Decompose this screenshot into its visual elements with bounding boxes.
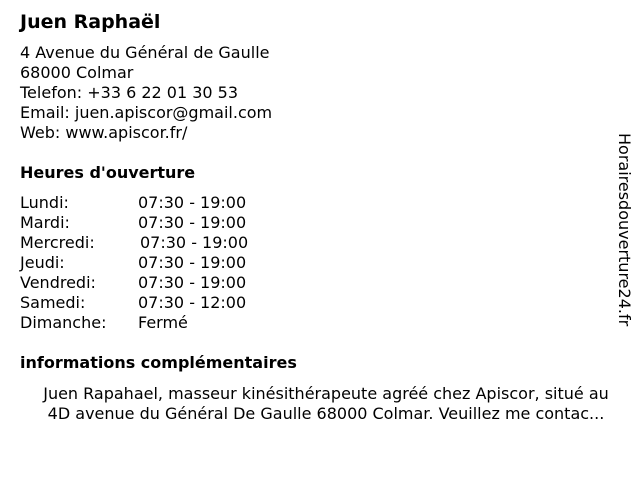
hours-time: 07:30 - 19:00 — [138, 253, 247, 272]
email-address: Email: juen.apiscor@gmail.com — [20, 103, 273, 122]
hours-time: 07:30 - 19:00 — [138, 273, 247, 292]
website: Web: www.apiscor.fr/ — [20, 123, 188, 142]
address-street: 4 Avenue du Général de Gaulle — [20, 43, 270, 62]
address-city: 68000 Colmar — [20, 63, 134, 82]
hours-day: Mercredi: — [20, 233, 95, 252]
info-heading: informations complémentaires — [20, 353, 297, 372]
hours-row-monday — [20, 193, 280, 213]
opening-hours-table — [20, 193, 280, 333]
hours-day: Jeudi: — [20, 253, 65, 272]
hours-time: 07:30 - 19:00 — [138, 213, 247, 232]
description-line: 4D avenue du Général De Gaulle 68000 Colmar. Veuillez me contac... — [47, 404, 605, 423]
hours-day: Samedi: — [20, 293, 86, 312]
hours-time: 07:30 - 12:00 — [138, 293, 247, 312]
hours-day: Dimanche: — [20, 313, 107, 332]
hours-row-friday — [20, 273, 280, 293]
hours-day: Vendredi: — [20, 273, 96, 292]
phone-number: Telefon: +33 6 22 01 30 53 — [20, 83, 239, 102]
hours-day: Lundi: — [20, 193, 69, 212]
description-text — [20, 384, 632, 424]
contact-block — [20, 43, 272, 143]
hours-row-sunday — [20, 313, 280, 333]
watermark-brand: Horairesdouverture24.fr — [615, 133, 634, 327]
hours-time: Fermé — [138, 313, 188, 332]
hours-row-wednesday — [20, 233, 280, 253]
description-line: Juen Rapahael, masseur kinésithérapeute agréé chez Apiscor, situé au — [43, 384, 609, 403]
hours-row-saturday — [20, 293, 280, 313]
hours-day: Mardi: — [20, 213, 70, 232]
hours-row-thursday — [20, 253, 280, 273]
hours-time: 07:30 - 19:00 — [138, 193, 247, 212]
hours-row-tuesday — [20, 213, 280, 233]
hours-heading: Heures d'ouverture — [20, 163, 196, 182]
hours-time: 07:30 - 19:00 — [140, 233, 249, 252]
business-name: Juen Raphaël — [20, 11, 161, 33]
